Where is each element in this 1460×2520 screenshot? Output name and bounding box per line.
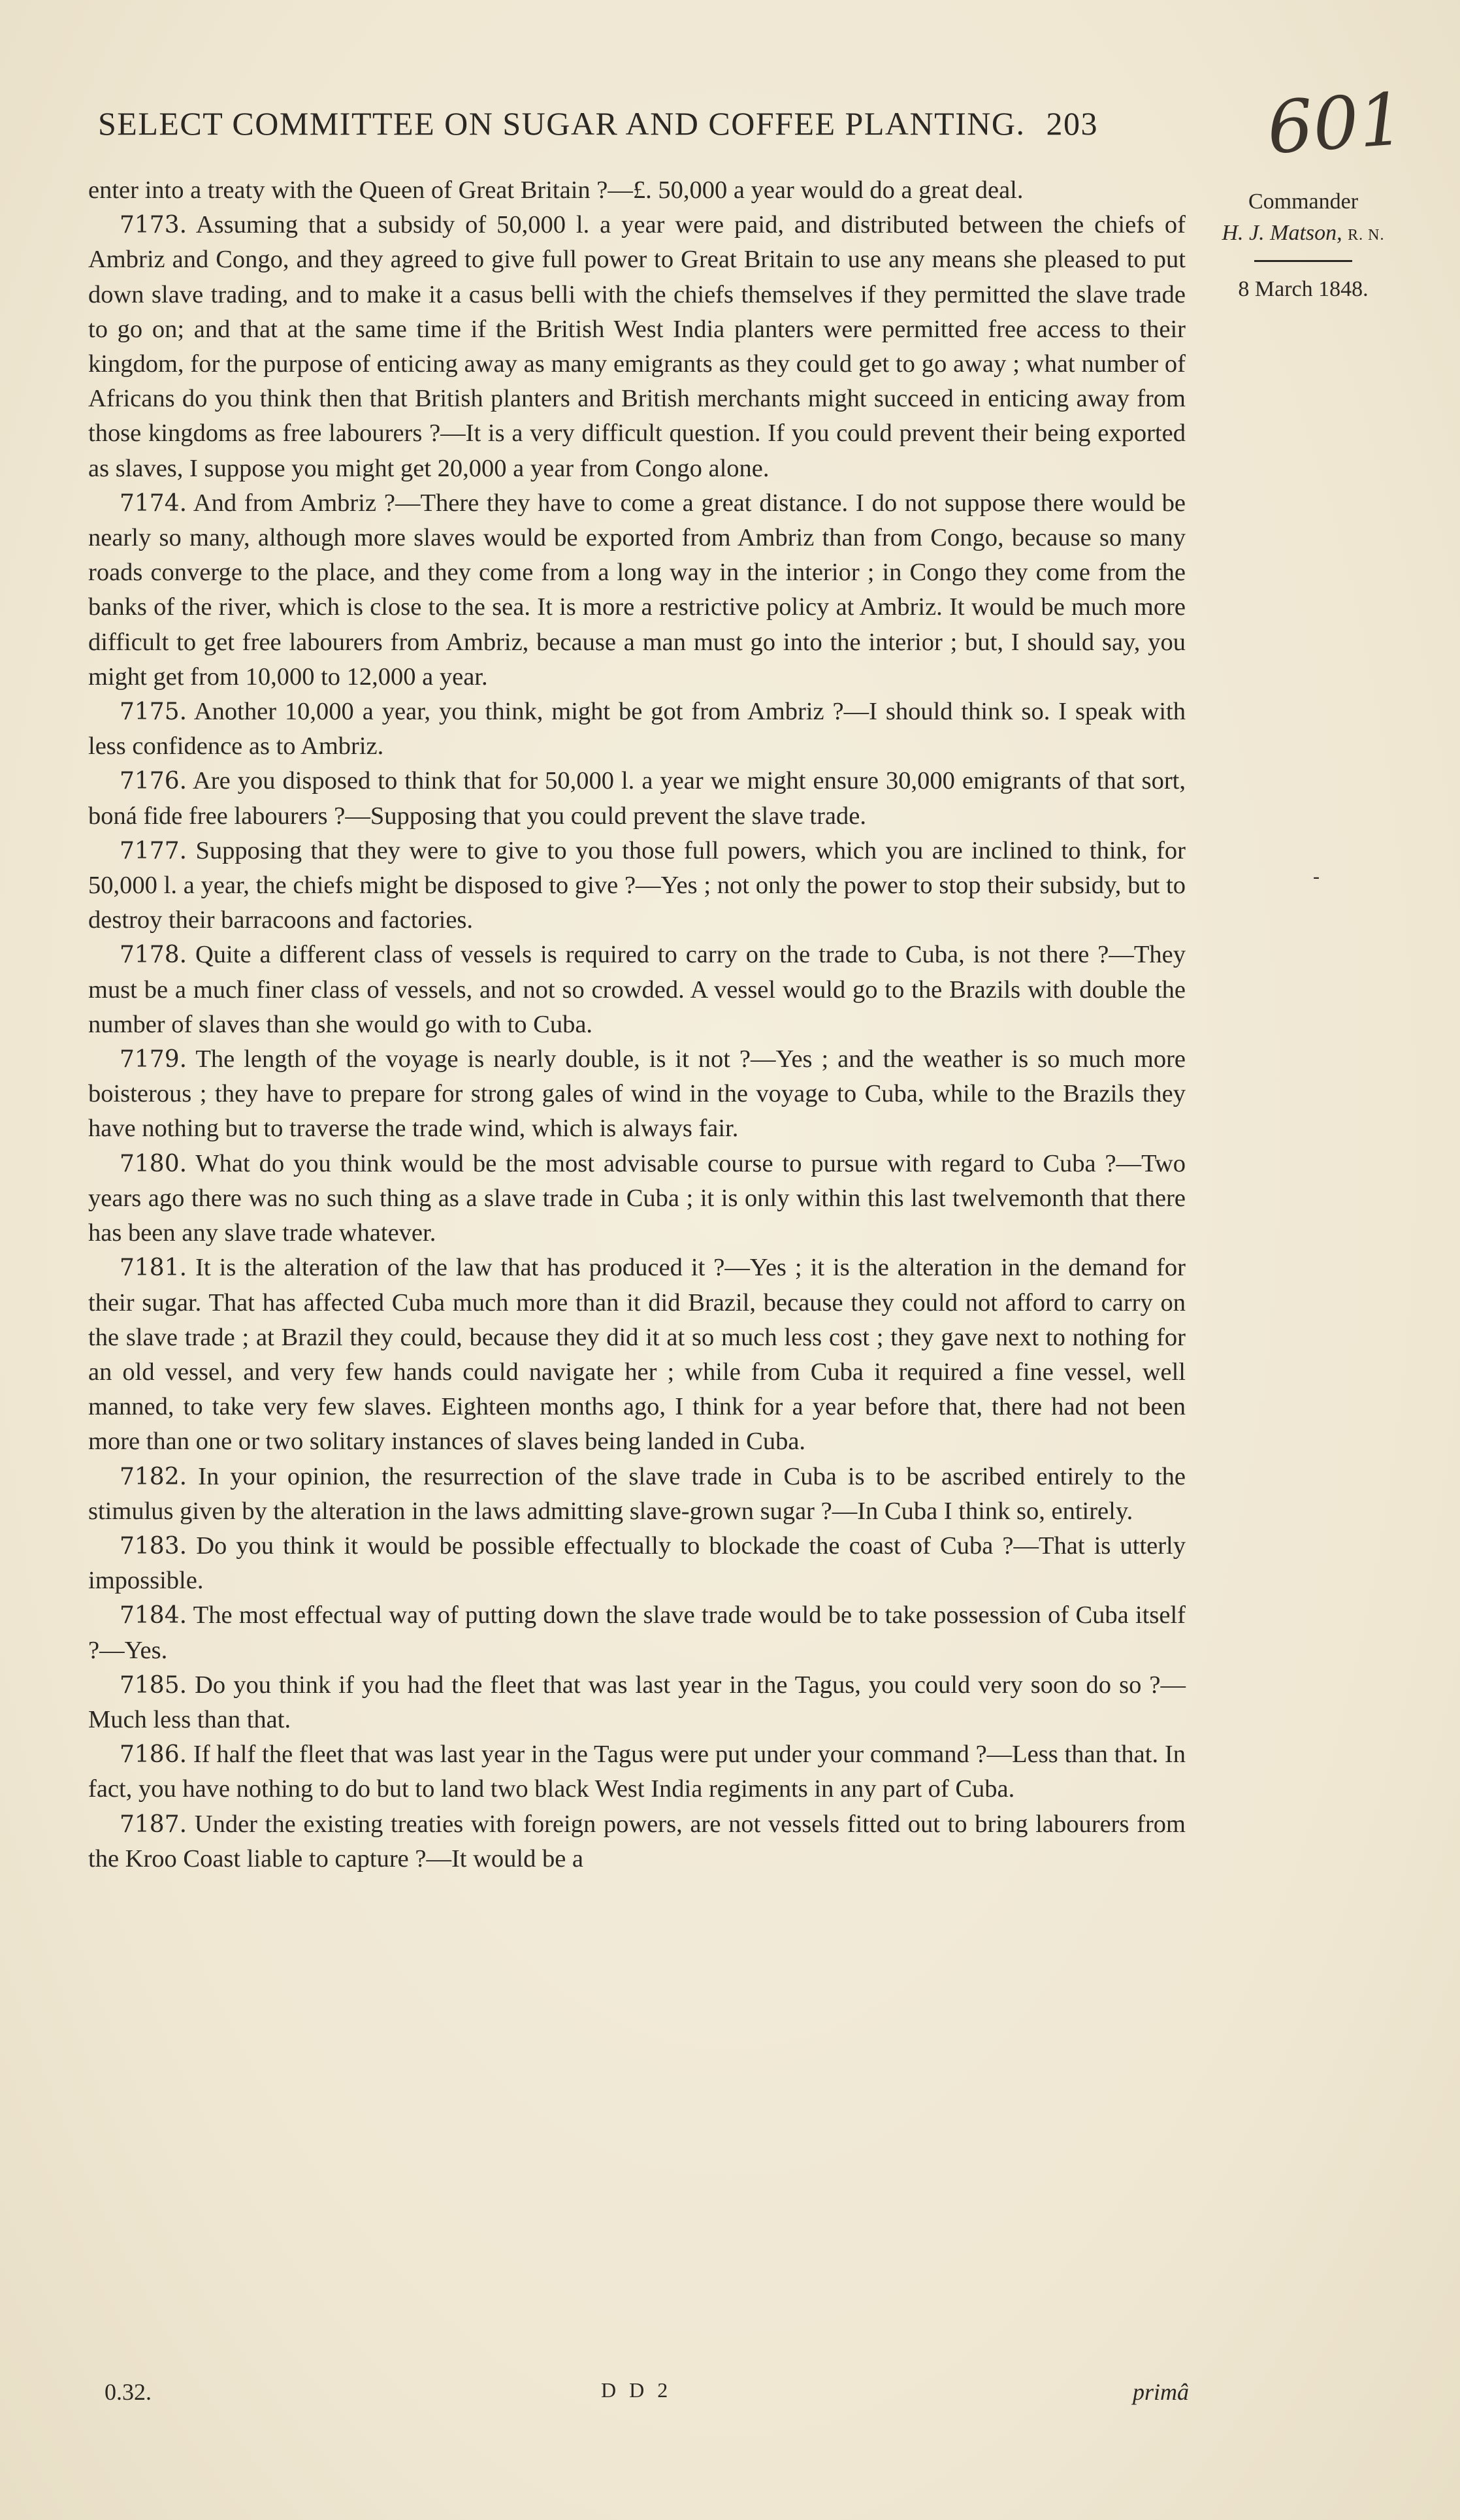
paragraph-continuation [88,173,1186,208]
footer-catchword: primâ [1132,2379,1189,2405]
witness-rank: R. N. [1348,227,1385,244]
question-text: The most effectual way of putting down the slave trade would be to take possession of Cuba itself ?—Yes. [88,1601,1186,1664]
question-number: 7178. [120,941,187,969]
question-7180 [88,1147,1186,1251]
question-number: 7176. [120,768,187,795]
question-text: Another 10,000 a year, you think, might be got from Ambriz ?—I should think so. I speak with less confidence as to Ambriz. [88,698,1186,761]
question-7185 [88,1668,1186,1737]
question-7174 [88,486,1186,695]
question-7178 [88,938,1186,1042]
question-text: It is the alteration of the law that has produced it ?—Yes ; it is the alteration in the demand for their sugar. That has affected Cuba much more than it did Brazil, because they could not afford to carry on the slave trade ; at Brazil they could, because they did it at so much less cost ; they gave next to nothing for an old vessel, and very few hands could navigate her ; while from Cuba it required a fine vessel, well manned, to take very few slaves. Eighteen months ago, I think for a year before that, there had not been more than one or two solitary instances of slaves being landed in Cuba. [88,1254,1186,1456]
question-number: 7179. [120,1046,187,1073]
testimony-body [88,173,1186,1876]
question-number: 7177. [120,837,187,864]
question-text: And from Ambriz ?—There they have to come a great distance. I do not suppose there would be nearly so many, although more slaves would be exported from Ambriz than from Congo, because so many roads converge to the place, and they come from a long way in the interior ; in Congo they come from the banks of the river, which is close to the sea. It is more a restrictive policy at Ambriz. It would be much more difficult to get free labourers from Ambriz, because a man must go into the interior ; but, I should say, you might get from 10,000 to 12,000 a year. [88,489,1186,691]
question-text: What do you think would be the most advisable course to pursue with regard to Cuba ?—Two years ago there was no such thing as a slave trade in Cuba ; it is only within this last twelvemonth that there has been any slave trade whatever. [88,1149,1186,1247]
question-number: 7175. [120,698,187,726]
question-text: Under the existing treaties with foreign powers, are not vessels fitted out to bring labourers from the Kroo Coast liable to capture ?—It would be a [88,1810,1186,1873]
testimony-date: 8 March 1848. [1238,277,1369,301]
question-number: 7184. [120,1602,187,1629]
question-7177 [88,834,1186,938]
question-7184 [88,1598,1186,1667]
margin-dash-mark: - [1313,866,1320,887]
page-number: 203 [1046,105,1099,142]
question-7175 [88,695,1186,764]
question-text: The length of the voyage is nearly double, is it not ?—Yes ; and the weather is so much more boisterous ; they have to prepare for strong gales of wind in the voyage to Cuba, while to the Brazils they have nothing but to traverse the trade wind, which is always fair. [88,1045,1186,1143]
question-text: Supposing that they were to give to you those full powers, which you are inclined to think, for 50,000 l. a year, the chiefs might be disposed to give ?—Yes ; not only the power to stop their subsidy, but to destroy their barracoons and factories. [88,836,1186,934]
question-7182 [88,1460,1186,1529]
witness-title: Commander [1248,189,1359,214]
footer-sheet-number: 0.32. [105,2379,152,2405]
paragraph-text: enter into a treaty with the Queen of Great Britain ?—£. 50,000 a year would do a great deal. [88,176,1024,204]
question-number: 7174. [120,489,187,517]
question-text: If half the fleet that was last year in the Tagus were put under your command ?—Less than that. In fact, you have nothing to do but to land two black West India regiments in any part of Cuba. [88,1741,1186,1803]
question-text: Assuming that a subsidy of 50,000 l. a year were paid, and distributed between the chiefs of Ambriz and Congo, and they agreed to give full power to Great Britain to use any means she pleased to put down slave trading, and to make it a casus belli with the chiefs themselves if they permitted the slave trade to go on; and that at the same time if the British West India planters were permitted free access to their kingdom, for the purpose of enticing away as many emigrants as they could get to go away ; what number of Africans do you think then that British planters and British merchants might succeed in enticing away from those kingdoms as free labourers ?—It is a very difficult question. If you could prevent their being exported as slaves, I suppose you might get 20,000 a year from Congo alone. [88,211,1186,482]
page-footer [105,2378,1189,2417]
running-header [98,105,1182,142]
question-text: Are you disposed to think that for 50,000 l. a year we might ensure 30,000 emigrants of that sort, boná fide free labourers ?—Supposing that you could prevent the slave trade. [88,767,1186,830]
question-number: 7186. [120,1741,187,1769]
question-text: Do you think if you had the fleet that was last year in the Tagus, you could very soon do so ?—Much less than that. [88,1671,1186,1733]
question-7173 [88,208,1186,486]
question-7186 [88,1737,1186,1807]
question-7176 [88,764,1186,833]
question-7181 [88,1251,1186,1459]
marginal-note [1195,186,1411,305]
question-7183 [88,1529,1186,1598]
question-number: 7180. [120,1150,187,1177]
question-number: 7181. [120,1254,187,1282]
question-text: Do you think it would be possible effectually to blockade the coast of Cuba ?—That is utterly impossible. [88,1531,1186,1595]
question-number: 7187. [120,1810,187,1838]
header-title: SELECT COMMITTEE ON SUGAR AND COFFEE PLANTING. [98,105,1026,142]
question-number: 7185. [120,1671,187,1699]
question-text: In your opinion, the resurrection of the slave trade in Cuba is to be ascribed entirely to the stimulus given by the alteration in the laws admitting slave-grown sugar ?—In Cuba I think so, entirely. [88,1462,1186,1525]
marginal-rule [1254,260,1352,262]
witness-name: H. J. Matson, [1222,221,1342,245]
question-number: 7182. [120,1463,187,1490]
handwritten-folio-number: 601 [1264,76,1408,171]
question-number: 7173. [120,212,187,239]
question-7179 [88,1042,1186,1147]
footer-signature-mark: D D 2 [601,2378,672,2402]
witness-name-line [1195,218,1411,251]
question-7187 [88,1807,1186,1876]
question-number: 7183. [120,1532,187,1560]
question-text: Quite a different class of vessels is required to carry on the trade to Cuba, is not there ?—They must be a much finer class of vessels, and not so crowded. A vessel would go to the Brazils with double the number of slaves than she would go with to Cuba. [88,941,1186,1038]
